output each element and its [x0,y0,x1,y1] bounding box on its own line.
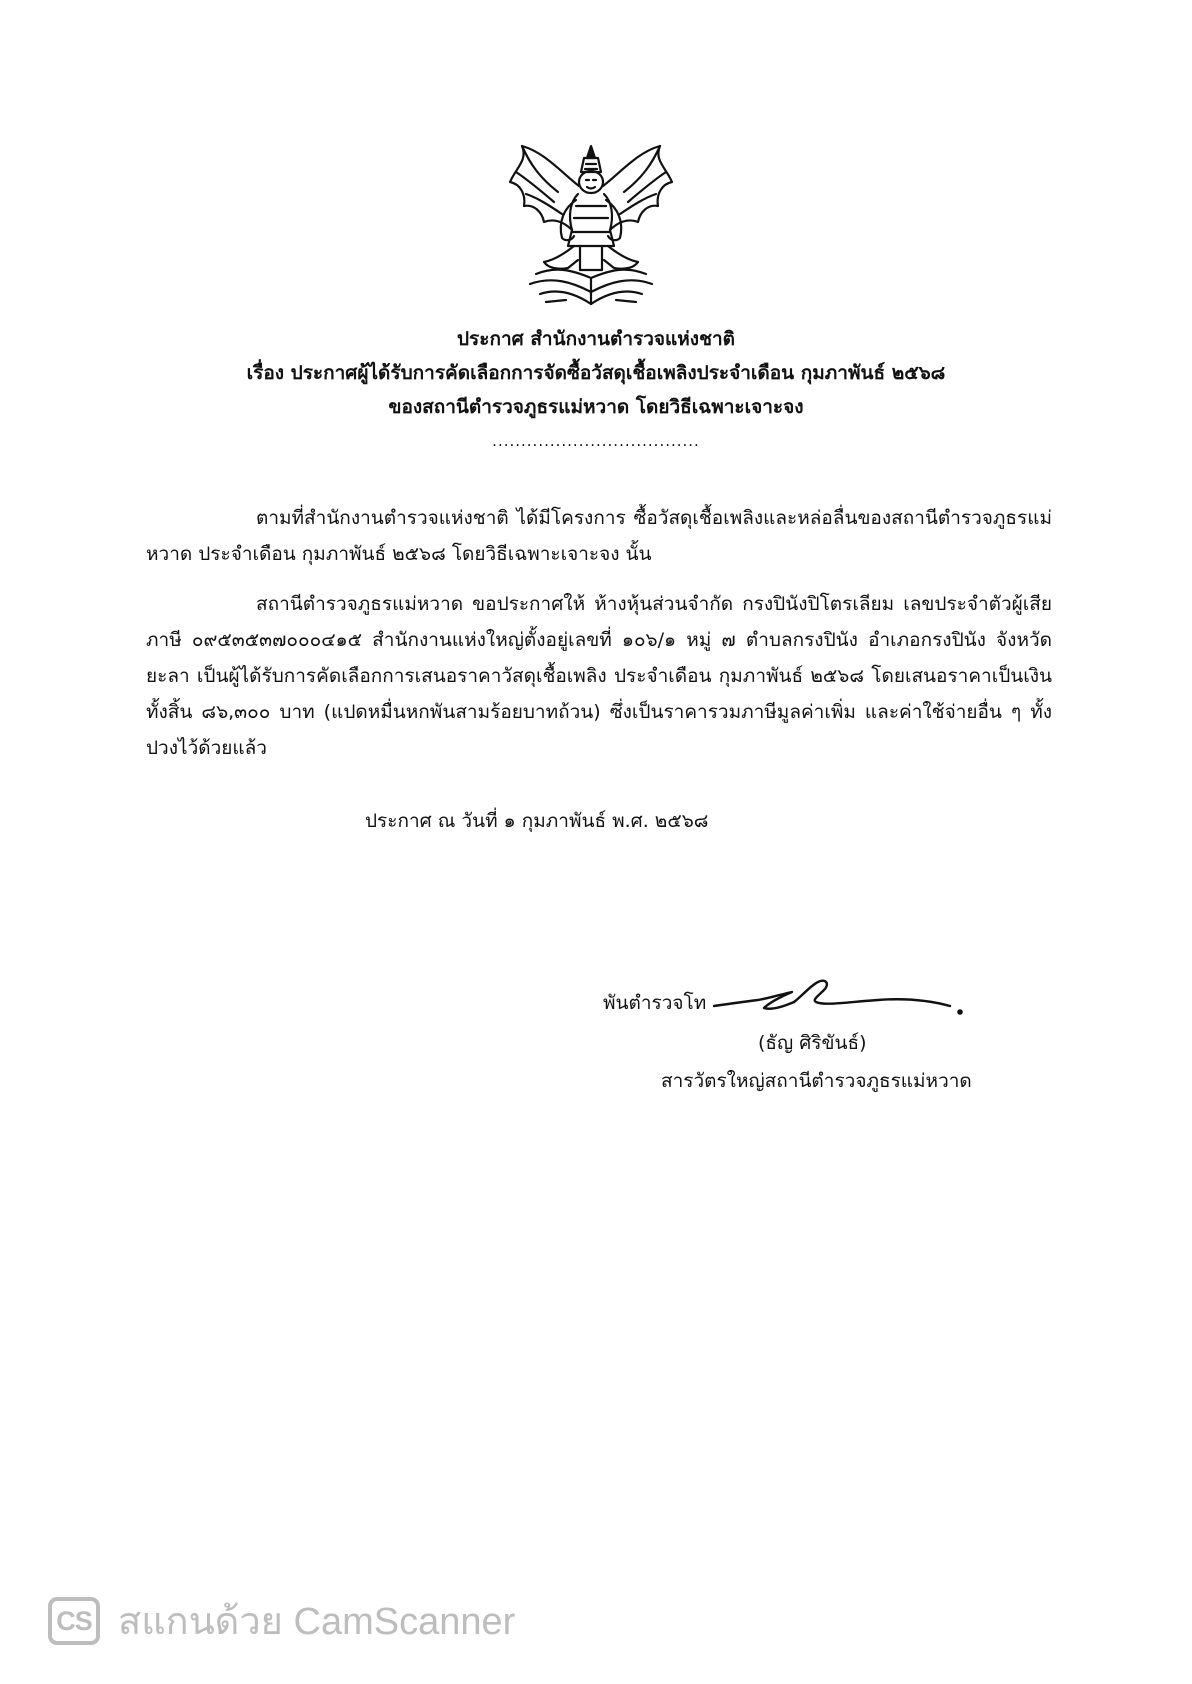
camscanner-logo-icon: CS [48,1597,100,1645]
announcement-subject: เรื่อง ประกาศผู้ได้รับการคัดเลือกการจัดซื้อวัสดุเชื้อเพลิงประจำเดือน กุมภาพันธ์ ๒๕๖๘ [246,362,946,384]
announcement-subject-continued: ของสถานีตำรวจภูธรแม่หวาด โดยวิธีเฉพาะเจาะจง [388,396,804,418]
signer-position: สารวัตรใหญ่สถานีตำรวจภูธรแม่หวาด [661,1070,972,1092]
paragraph-project: ตามที่สำนักงานตำรวจแห่งชาติ ได้มีโครงการ ซื้อวัสดุเชื้อเพลิงและหล่อลื่นของสถานีตำรวจภูธรแม่หวาด ประจำเดือน กุมภาพันธ์ ๒๕๖๘ โดยวิธีเฉพาะเจาะจง นั้น [146,507,1052,565]
signer-rank: พันตำรวจโท [603,992,707,1014]
handwritten-signature-icon [708,972,964,1022]
separator-line: .................................... [492,432,700,450]
announcement-date: ประกาศ ณ วันที่ ๑ กุมภาพันธ์ พ.ศ. ๒๕๖๘ [365,810,709,832]
signer-name: (ธัญ ศิริขันธ์) [758,1032,867,1054]
camscanner-watermark: สแกนด้วย CamScanner [118,1601,516,1643]
garuda-emblem-icon [506,142,676,312]
paragraph-selection: สถานีตำรวจภูธรแม่หวาด ขอประกาศให้ ห้างหุ้นส่วนจำกัด กรงปินังปิโตรเลียม เลขประจำตัวผู้เสียภาษี ๐๙๕๓๕๓๗๐๐๐๔๑๕ สำนักงานแห่งใหญ่ตั้งอยู่เลขที่ ๑๐๖/๑ หมู่ ๗ ตำบลกรงปินัง อำเภอกรงปินัง จังหวัดยะลา เป็นผู้ได้รับการคัดเลือกการเสนอราคาวัสดุเชื้อเพลิง ประจำเดือน กุมภาพันธ์ ๒๕๖๘ โดยเสนอราคาเป็นเงินทั้งสิ้น ๘๖,๓๐๐ บาท (แปดหมื่นหกพันสามร้อยบาทถ้วน) ซึ่งเป็นราคารวมภาษีมูลค่าเพิ่ม และค่าใช้จ่ายอื่น ๆ ทั้งปวงไว้ด้วยแล้ว [146,593,1052,759]
announcement-title: ประกาศ สำนักงานตำรวจแห่งชาติ [457,328,735,350]
